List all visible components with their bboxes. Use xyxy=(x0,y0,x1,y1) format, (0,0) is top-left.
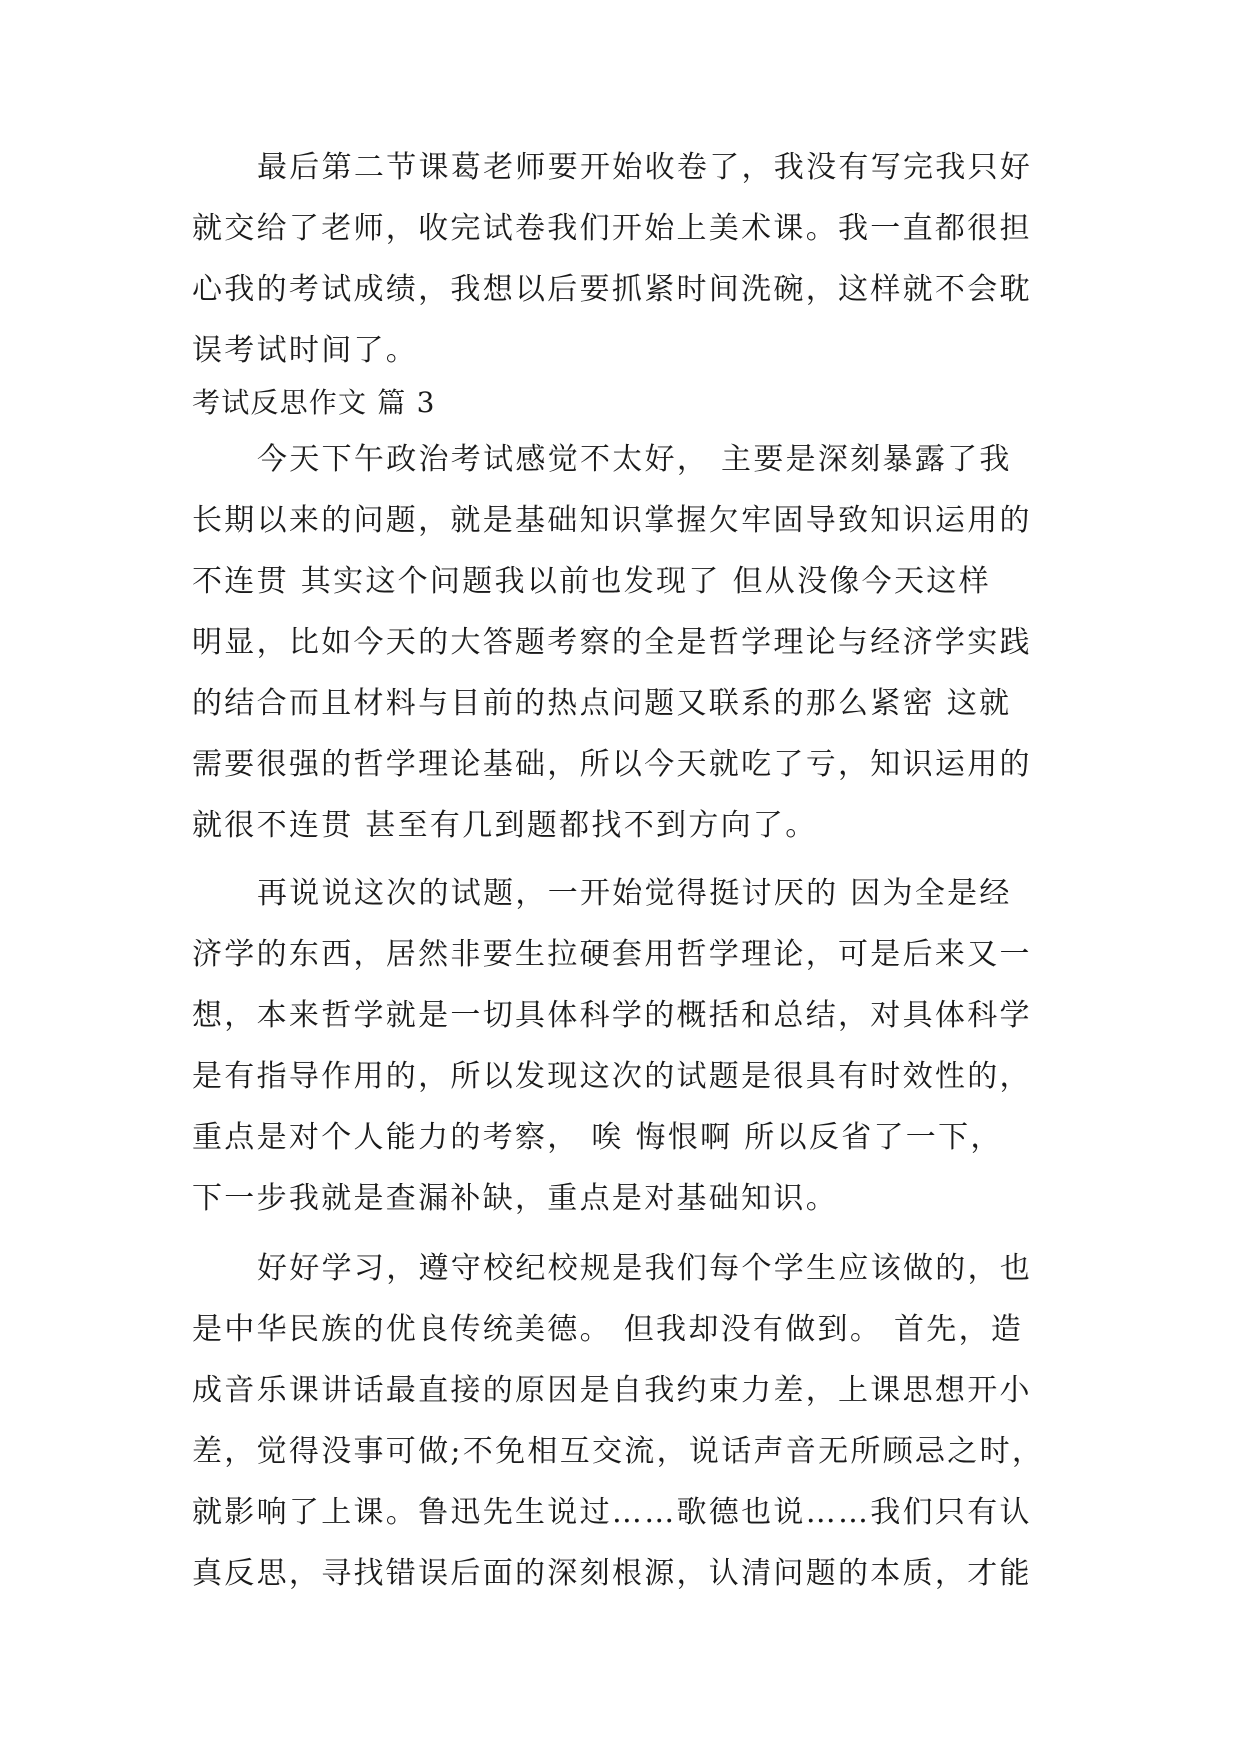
paragraph-2-line-6: 需要很强的哲学理论基础，所以今天就吃了亏，知识运用的 xyxy=(192,747,1032,782)
paragraph-4-line-3: 成音乐课讲话最直接的原因是自我约束力差，上课思想开小 xyxy=(192,1373,1032,1408)
paragraph-4-line-5: 就影响了上课。鲁迅先生说过……歌德也说……我们只有认 xyxy=(192,1495,1032,1530)
paragraph-1-line-3: 心我的考试成绩，我想以后要抓紧时间洗碗，这样就不会耽 xyxy=(192,272,1032,307)
paragraph-3-line-5: 重点是对个人能力的考察， 唉 悔恨啊 所以反省了一下， xyxy=(192,1120,1003,1155)
paragraph-2-line-5: 的结合而且材料与目前的热点问题又联系的那么紧密 这就 xyxy=(192,686,1012,721)
paragraph-2-line-1: 今天下午政治考试感觉不太好， 主要是深刻暴露了我 xyxy=(257,442,1012,477)
paragraph-3-line-2: 济学的东西，居然非要生拉硬套用哲学理论，可是后来又一 xyxy=(192,937,1032,972)
paragraph-2-line-3: 不连贯 其实这个问题我以前也发现了 但从没像今天这样 xyxy=(192,564,991,599)
paragraph-2-line-7: 就很不连贯 甚至有几到题都找不到方向了。 xyxy=(192,808,818,843)
paragraph-4-line-2: 是中华民族的优良传统美德。 但我却没有做到。 首先，造 xyxy=(192,1312,1024,1347)
paragraph-1-line-4: 误考试时间了。 xyxy=(192,333,419,368)
paragraph-4-line-1: 好好学习，遵守校纪校规是我们每个学生应该做的，也 xyxy=(257,1251,1033,1286)
paragraph-2-line-2: 长期以来的问题，就是基础知识掌握欠牢固导致知识运用的 xyxy=(192,503,1032,538)
paragraph-2-line-4: 明显，比如今天的大答题考察的全是哲学理论与经济学实践 xyxy=(192,625,1032,660)
paragraph-3-line-4: 是有指导作用的，所以发现这次的试题是很具有时效性的， xyxy=(192,1059,1032,1094)
section-heading: 考试反思作文 篇 3 xyxy=(192,386,436,419)
paragraph-4-line-6: 真反思，寻找错误后面的深刻根源，认清问题的本质，才能 xyxy=(192,1556,1032,1591)
paragraph-1-line-1: 最后第二节课葛老师要开始收卷了，我没有写完我只好 xyxy=(257,150,1033,185)
paragraph-4-line-4: 差，觉得没事可做;不免相互交流，说话声音无所顾忌之时， xyxy=(192,1434,1045,1469)
paragraph-3-line-3: 想，本来哲学就是一切具体科学的概括和总结，对具体科学 xyxy=(192,998,1032,1033)
paragraph-3-line-1: 再说说这次的试题，一开始觉得挺讨厌的 因为全是经 xyxy=(257,876,1012,911)
paragraph-1-line-2: 就交给了老师，收完试卷我们开始上美术课。我一直都很担 xyxy=(192,211,1032,246)
paragraph-3-line-6: 下一步我就是查漏补缺，重点是对基础知识。 xyxy=(192,1181,838,1216)
